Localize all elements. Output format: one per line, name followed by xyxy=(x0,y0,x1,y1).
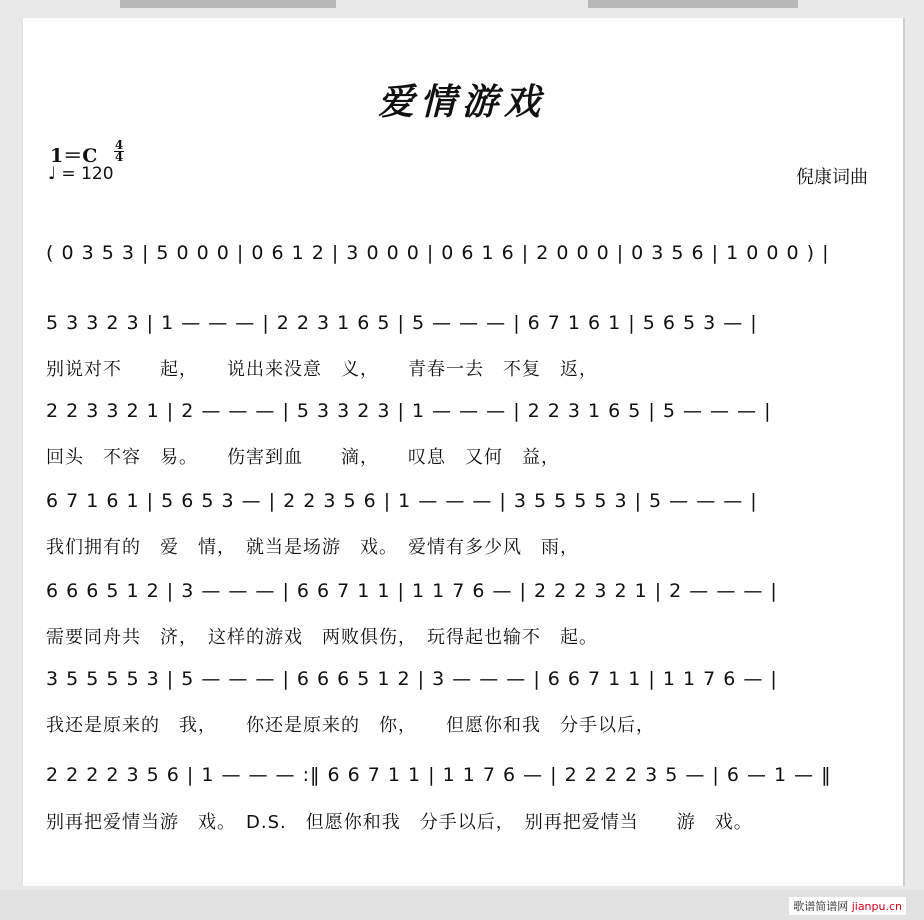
key-signature: 1＝C xyxy=(50,145,98,167)
bottom-band xyxy=(0,890,924,920)
stave-2-lyrics: 回头 不容 易。 伤害到血 滴， 叹息 又何 益， xyxy=(46,447,560,468)
stave-4-lyrics: 需要同舟共 济， 这样的游戏 两败俱伤， 玩得起也输不 起。 xyxy=(46,627,598,648)
stave-2-notes: 2 2 3 3 2 1 | 2 — — — | 5 3 3 2 3 | 1 — — — | 2 2 3 1 6 5 | 5 — — — | xyxy=(46,400,772,422)
tempo-mark: ♩ = 120 xyxy=(48,164,114,184)
stave-3-notes: 6 7 1 6 1 | 5 6 5 3 — | 2 2 3 5 6 | 1 — — — | 3 5 5 5 5 3 | 5 — — — | xyxy=(46,490,758,512)
stave-0-notes: ( 0 3 5 3 | 5 0 0 0 | 0 6 1 2 | 3 0 0 0 | 0 6 1 6 | 2 0 0 0 | 0 3 5 6 | 1 0 0 0 ) | xyxy=(46,242,830,264)
song-title: 爱情游戏 xyxy=(377,81,546,123)
watermark-text: 歌谱简谱网 xyxy=(793,900,849,913)
composer-credit: 倪康词曲 xyxy=(796,167,868,188)
site-watermark xyxy=(789,897,906,915)
stave-6-notes: 2 2 2 2 3 5 6 | 1 — — — :‖ 6 6 7 1 1 | 1 1 7 6 — | 2 2 2 2 3 5 — | 6 — 1 — ‖ xyxy=(46,764,832,786)
top-decor-bar-left xyxy=(120,0,336,8)
time-signature-top: 4 xyxy=(114,138,124,152)
stave-6-lyrics: 别再把爱情当游 戏。 D.S. 但愿你和我 分手以后， 别再把爱情当 游 戏。 xyxy=(46,812,753,833)
stave-4-notes: 6 6 6 5 1 2 | 3 — — — | 6 6 7 1 1 | 1 1 7 6 — | 2 2 2 3 2 1 | 2 — — — | xyxy=(46,580,778,602)
time-signature-bottom: 4 xyxy=(114,150,124,164)
stave-1-notes: 5 3 3 2 3 | 1 — — — | 2 2 3 1 6 5 | 5 — — — | 6 7 1 6 1 | 5 6 5 3 — | xyxy=(46,312,758,334)
stave-3-lyrics: 我们拥有的 爱 情， 就当是场游 戏。 爱情有多少风 雨， xyxy=(46,537,579,558)
top-decor-bar-right xyxy=(588,0,798,8)
stave-1-lyrics: 别说对不 起， 说出来没意 义， 青春一去 不复 返， xyxy=(46,359,598,380)
watermark-url: jianpu.cn xyxy=(851,900,902,913)
stave-5-lyrics: 我还是原来的 我， 你还是原来的 你， 但愿你和我 分手以后， xyxy=(46,715,655,736)
time-signature xyxy=(114,140,124,163)
stave-5-notes: 3 5 5 5 5 3 | 5 — — — | 6 6 6 5 1 2 | 3 — — — | 6 6 7 1 1 | 1 1 7 6 — | xyxy=(46,668,778,690)
